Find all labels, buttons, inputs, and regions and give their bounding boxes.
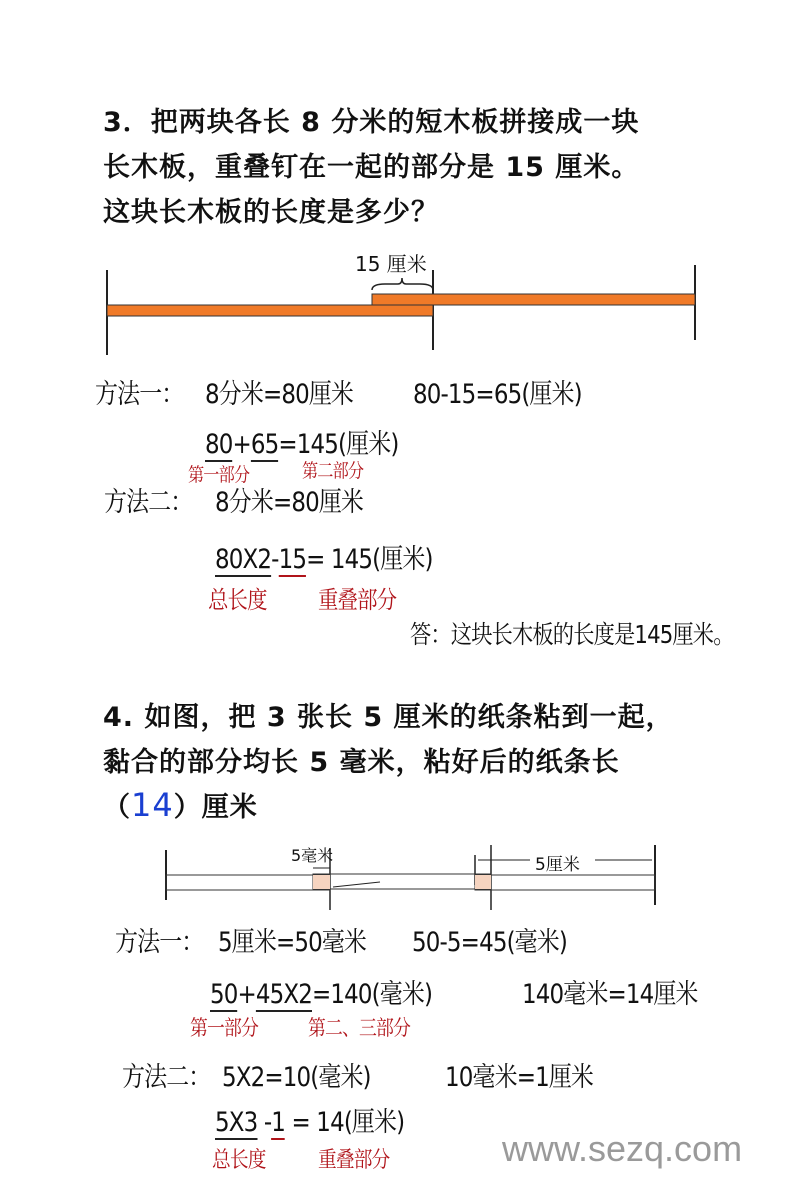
q4-method2-step2: 10毫米=1厘米	[445, 1062, 594, 1093]
q4-method2-label: 方法二：	[122, 1062, 211, 1093]
q4-strip-diagram	[0, 840, 800, 915]
q3-method2-step2	[215, 537, 433, 576]
q4-line-3	[103, 785, 258, 824]
plus: +	[237, 979, 256, 1010]
part1-value: 50	[210, 979, 238, 1010]
overlap-value: 15	[278, 544, 307, 575]
paren-close: ）厘米	[173, 792, 258, 823]
q3-method2-label: 方法二：	[104, 487, 193, 518]
result: =145(厘米)	[278, 429, 399, 460]
note-part23: 第二、三部分	[308, 1016, 410, 1040]
label-5mm: 5毫米	[291, 846, 334, 865]
q3-line-3: 这块长木板的长度是多少？	[103, 197, 439, 228]
strip-1	[166, 875, 330, 890]
overlap-brace	[372, 278, 433, 290]
strip-3	[475, 875, 655, 890]
q3-answer: 答：这块长木板的长度是145厘米。	[410, 620, 734, 649]
result: = 14(厘米)	[291, 1107, 405, 1138]
board-2	[372, 294, 695, 305]
q4-method2-step3	[215, 1100, 404, 1139]
answer-blank: 14	[131, 786, 174, 824]
q4-line-1: 4. 如图，把 3 张长 5 厘米的纸条粘到一起，	[103, 702, 674, 733]
result: =140(毫米)	[312, 979, 433, 1010]
plus: +	[232, 429, 251, 460]
q3-line-1: 3．把两块各长 8 分米的短木板拼接成一块	[103, 107, 640, 138]
label-5cm: 5厘米	[535, 855, 580, 875]
overlap-value: 1	[271, 1107, 286, 1138]
q3-method1-step2: 80-15=65(厘米)	[413, 379, 582, 410]
overlap-2	[475, 875, 491, 889]
note-total-length: 总长度	[208, 586, 267, 614]
note-overlap: 重叠部分	[318, 586, 397, 614]
q4-method2-step1: 5X2=10(毫米)	[222, 1062, 371, 1093]
q4-method1-step2: 50-5=45(毫米)	[412, 927, 567, 958]
part1-value: 80	[205, 429, 233, 460]
overlap-label: 15 厘米	[355, 252, 427, 276]
note-part2: 第二部分	[302, 460, 364, 482]
total-length-expr: 80X2	[215, 544, 272, 575]
board-1	[107, 305, 433, 316]
overlap-1	[313, 875, 330, 889]
q3-method1-step1: 8分米=80厘米	[205, 379, 354, 410]
minus: -	[271, 544, 279, 575]
part23-expr: 45X2	[255, 979, 313, 1010]
note-total-length: 总长度	[212, 1148, 266, 1173]
q4-line-2: 黏合的部分均长 5 毫米，粘好后的纸条长	[103, 747, 620, 778]
paren-open: （	[103, 792, 131, 823]
minus: -	[263, 1107, 272, 1138]
total-length-expr: 5X3	[215, 1107, 258, 1138]
q3-method2-step1: 8分米=80厘米	[215, 487, 364, 518]
q4-method1-label: 方法一：	[115, 927, 204, 958]
q3-method1-label: 方法一：	[95, 379, 184, 410]
watermark: www.sezq.com	[502, 1128, 743, 1169]
q4-method1-step1: 5厘米=50毫米	[218, 927, 367, 958]
q3-line-2: 长木板，重叠钉在一起的部分是 15 厘米。	[103, 152, 640, 183]
q4-method1-convert: 140毫米=14厘米	[522, 979, 698, 1010]
q4-method1-step3	[210, 972, 432, 1011]
note-part1: 第一部分	[190, 1016, 258, 1040]
part2-value: 65	[250, 429, 279, 460]
result: = 145(厘米)	[306, 544, 433, 575]
note-overlap: 重叠部分	[318, 1148, 390, 1173]
note-part1: 第一部分	[188, 464, 250, 486]
